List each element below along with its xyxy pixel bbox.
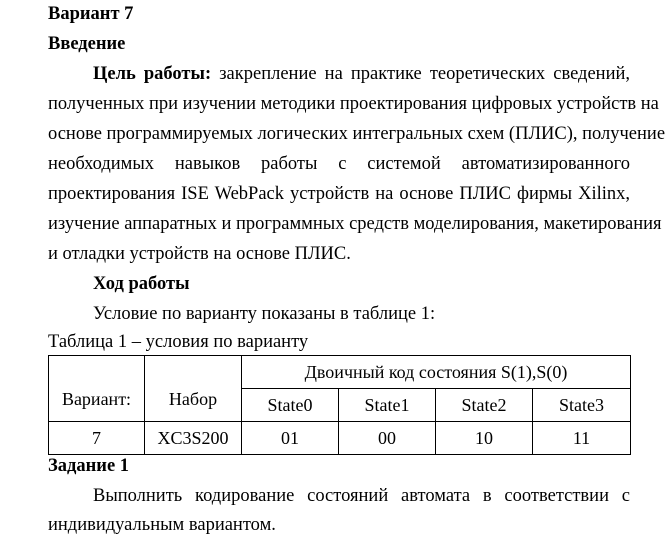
cell-state3: 11: [533, 422, 631, 455]
task-line-2: индивидуальным вариантом.: [48, 515, 276, 535]
cell-state1: 00: [339, 422, 436, 455]
intro-heading: Введение: [48, 34, 126, 54]
variant-heading: Вариант 7: [48, 4, 134, 24]
goal-line-6: изучение аппаратных и программных средств моделирования, макетирования: [48, 214, 662, 234]
goal-line-2: полученных при изучении методики проектирования цифровых устройств на: [48, 94, 659, 114]
goal-line-7: и отладки устройств на основе ПЛИС.: [48, 244, 351, 264]
goal-text-1: закрепление на практике теоретических сведений,: [219, 64, 630, 84]
header-state-code: Двоичный код состояния S(1),S(0): [242, 356, 631, 389]
task-line-1: Выполнить кодирование состояний автомата в соответствии с: [93, 486, 630, 506]
goal-line-4: необходимых навыков работы с системой автоматизированного: [48, 154, 630, 174]
cell-state0: 01: [242, 422, 339, 455]
cell-set: XC3S200: [145, 422, 242, 455]
condition-text: Условие по варианту показаны в таблице 1:: [93, 304, 436, 324]
cell-state2: 10: [436, 422, 533, 455]
table-header-row: [49, 356, 631, 389]
cell-variant: 7: [49, 422, 145, 455]
task-heading: Задание 1: [48, 456, 130, 476]
header-state2: State2: [436, 389, 533, 422]
goal-line-3: основе программируемых логических интегральных схем (ПЛИС), получение: [48, 124, 666, 144]
table-row: [49, 422, 631, 455]
table-caption: Таблица 1 – условия по варианту: [48, 332, 309, 352]
goal-line-1: [93, 63, 630, 85]
progress-heading: Ход работы: [93, 274, 190, 294]
goal-label: Цель работы:: [93, 64, 212, 84]
header-state1: State1: [339, 389, 436, 422]
goal-line-5: проектирования ISE WebPack устройств на основе ПЛИС фирмы Xilinx,: [48, 184, 630, 204]
variant-table: [48, 355, 631, 455]
header-state3: State3: [533, 389, 631, 422]
header-set: Набор: [145, 356, 242, 422]
header-state0: State0: [242, 389, 339, 422]
header-variant: Вариант:: [49, 356, 145, 422]
